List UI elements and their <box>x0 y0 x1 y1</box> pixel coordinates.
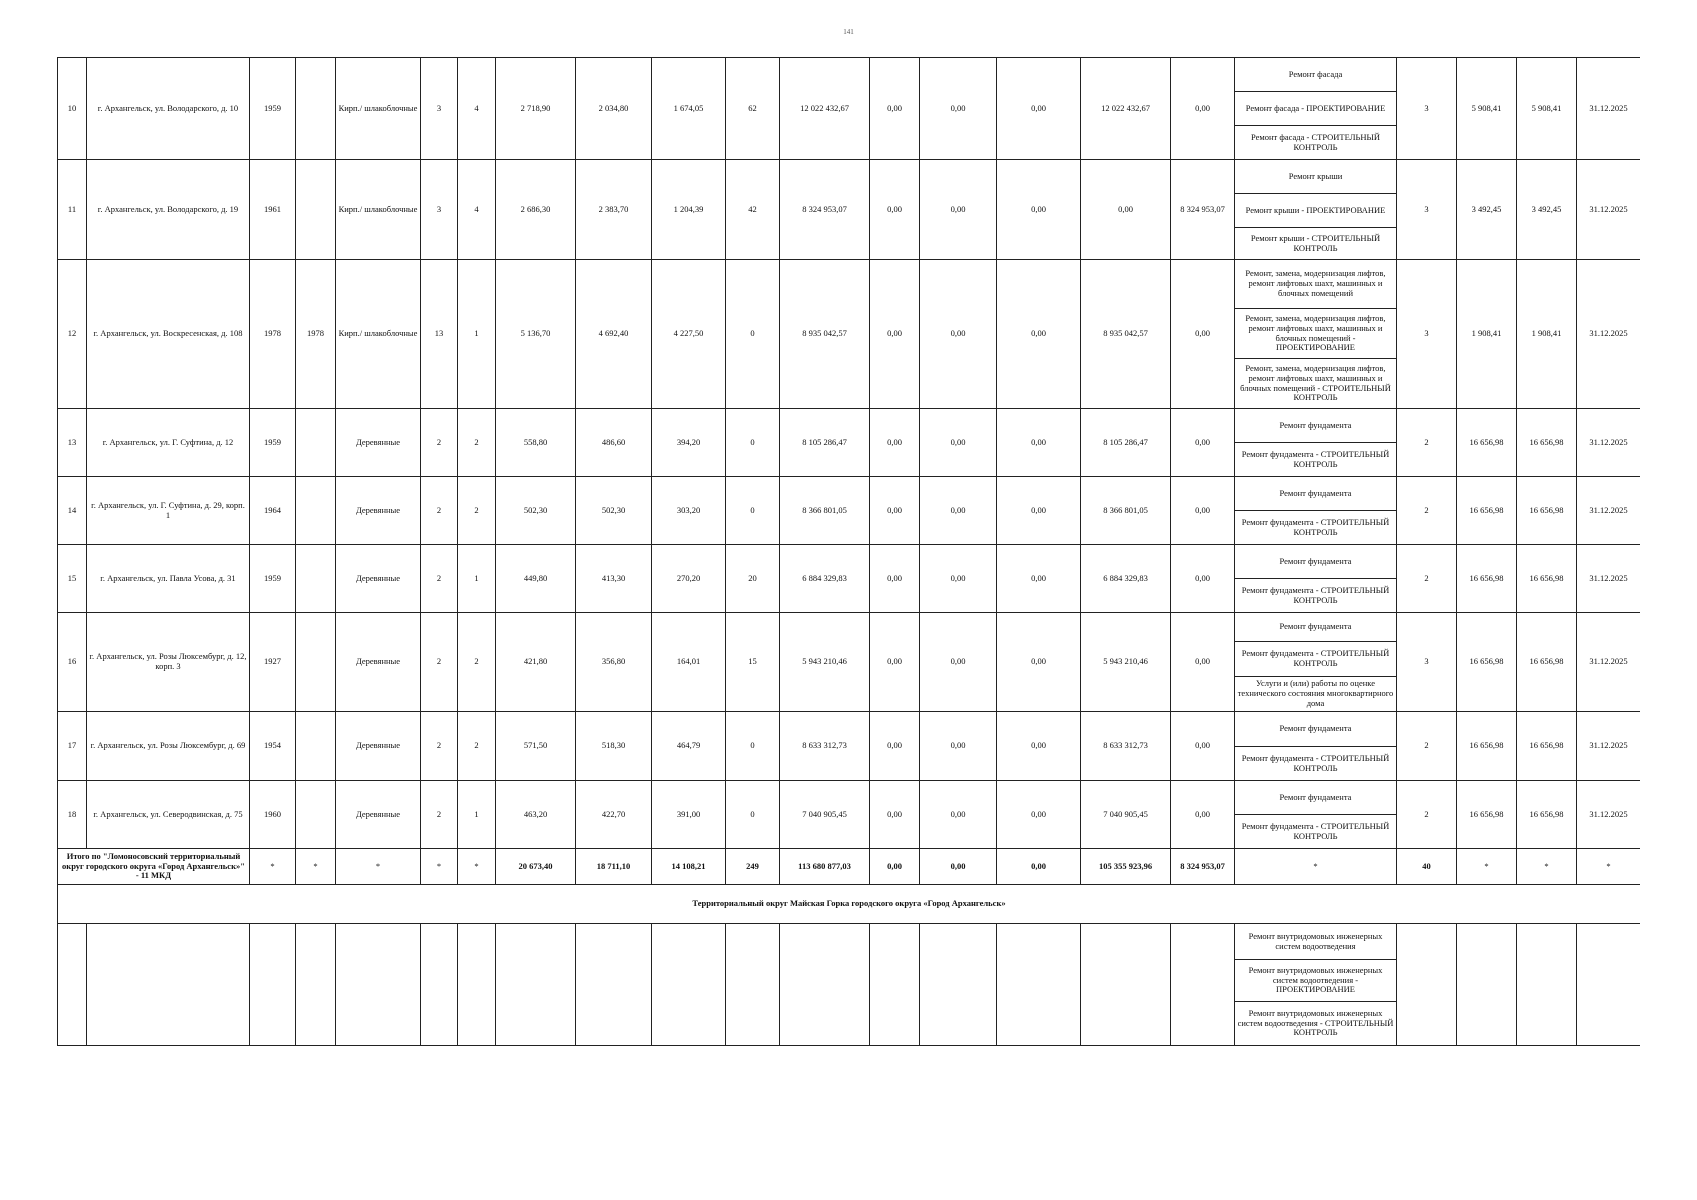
cell-residents: 0 <box>726 781 780 849</box>
cell-fund-regional: 0,00 <box>920 58 997 160</box>
cell-area-residential: 270,20 <box>652 545 726 613</box>
cell-fund-local: 0,00 <box>997 160 1081 260</box>
cell-residents: 0 <box>726 409 780 477</box>
cell-residents: 20 <box>726 545 780 613</box>
table-row <box>58 924 1641 960</box>
cell-area-residential: 164,01 <box>652 613 726 712</box>
row-number: 16 <box>58 613 87 712</box>
cell-year-overhaul <box>296 409 336 477</box>
cell-fund-regional: 0,00 <box>920 409 997 477</box>
cell-fund-regional: 0,00 <box>920 160 997 260</box>
cell-deadline: 31.12.2025 <box>1577 160 1641 260</box>
cell-work-count: 3 <box>1397 613 1457 712</box>
empty-cell <box>58 924 87 1046</box>
cell-unit-cost: 1 908,41 <box>1457 260 1517 409</box>
cell-cost-total: 5 943 210,46 <box>780 613 870 712</box>
table-row <box>58 781 1641 815</box>
cell-area-premises: 4 692,40 <box>576 260 652 409</box>
section-heading-row <box>58 885 1641 924</box>
work-type: Ремонт фундамента <box>1235 712 1397 747</box>
cell-area-premises: 2 383,70 <box>576 160 652 260</box>
empty-cell <box>1517 924 1577 1046</box>
work-type: Ремонт фундамента - СТРОИТЕЛЬНЫЙ КОНТРОЛЬ <box>1235 815 1397 849</box>
empty-cell <box>780 924 870 1046</box>
cell-deadline: 31.12.2025 <box>1577 781 1641 849</box>
cell-fund-other: 0,00 <box>1171 613 1235 712</box>
work-type: Ремонт крыши - ПРОЕКТИРОВАНИЕ <box>1235 194 1397 228</box>
cell-fund-local: 0,00 <box>997 613 1081 712</box>
cell-floors: 2 <box>421 477 458 545</box>
cell-max-unit-cost: 16 656,98 <box>1517 781 1577 849</box>
total-dash: * <box>1517 849 1577 885</box>
cell-year-built: 1961 <box>250 160 296 260</box>
cell-entrances: 1 <box>458 545 496 613</box>
cell-fund-federal: 0,00 <box>870 613 920 712</box>
work-type: Ремонт фасада - СТРОИТЕЛЬНЫЙ КОНТРОЛЬ <box>1235 126 1397 160</box>
row-number: 12 <box>58 260 87 409</box>
cell-max-unit-cost: 1 908,41 <box>1517 260 1577 409</box>
cell-year-built: 1927 <box>250 613 296 712</box>
cell-floors: 2 <box>421 545 458 613</box>
cell-walls: Кирп./ шлакоблочные <box>336 260 421 409</box>
total-dash: * <box>1577 849 1641 885</box>
cell-work-count: 3 <box>1397 160 1457 260</box>
row-number: 11 <box>58 160 87 260</box>
empty-cell <box>421 924 458 1046</box>
table-body <box>58 58 1641 1046</box>
total-dash: * <box>296 849 336 885</box>
total-label: Итого по "Ломоносовский территориальный округ городского округа «Город Архангельск»" - 11 МКД <box>58 849 250 885</box>
total-total-area: 20 673,40 <box>496 849 576 885</box>
cell-fund-owners: 8 105 286,47 <box>1081 409 1171 477</box>
cell-fund-regional: 0,00 <box>920 781 997 849</box>
total-fund-other: 8 324 953,07 <box>1171 849 1235 885</box>
cell-fund-regional: 0,00 <box>920 545 997 613</box>
cell-total-area: 558,80 <box>496 409 576 477</box>
cell-residents: 42 <box>726 160 780 260</box>
cell-total-area: 2 718,90 <box>496 58 576 160</box>
cell-unit-cost: 5 908,41 <box>1457 58 1517 160</box>
work-type: Ремонт фундамента <box>1235 781 1397 815</box>
cell-floors: 3 <box>421 58 458 160</box>
cell-fund-other: 0,00 <box>1171 409 1235 477</box>
row-number: 13 <box>58 409 87 477</box>
row-number: 10 <box>58 58 87 160</box>
cell-entrances: 2 <box>458 613 496 712</box>
cell-entrances: 4 <box>458 160 496 260</box>
cell-cost-total: 12 022 432,67 <box>780 58 870 160</box>
row-number: 17 <box>58 712 87 781</box>
empty-cell <box>652 924 726 1046</box>
empty-cell <box>296 924 336 1046</box>
cell-deadline: 31.12.2025 <box>1577 712 1641 781</box>
row-address: г. Архангельск, ул. Северодвинская, д. 75 <box>87 781 250 849</box>
work-type: Ремонт крыши <box>1235 160 1397 194</box>
empty-cell <box>250 924 296 1046</box>
capital-repair-table <box>57 57 1640 1046</box>
cell-entrances: 2 <box>458 409 496 477</box>
empty-cell <box>336 924 421 1046</box>
row-number: 15 <box>58 545 87 613</box>
cell-year-built: 1959 <box>250 409 296 477</box>
row-address: г. Архангельск, ул. Воскресенская, д. 108 <box>87 260 250 409</box>
cell-area-residential: 1 204,39 <box>652 160 726 260</box>
cell-deadline: 31.12.2025 <box>1577 477 1641 545</box>
cell-fund-federal: 0,00 <box>870 160 920 260</box>
cell-total-area: 502,30 <box>496 477 576 545</box>
cell-deadline: 31.12.2025 <box>1577 613 1641 712</box>
total-fund-local: 0,00 <box>997 849 1081 885</box>
cell-work-count: 3 <box>1397 58 1457 160</box>
work-type: Ремонт фундамента <box>1235 477 1397 511</box>
row-address: г. Архангельск, ул. Володарского, д. 19 <box>87 160 250 260</box>
cell-fund-federal: 0,00 <box>870 545 920 613</box>
cell-year-built: 1954 <box>250 712 296 781</box>
empty-cell <box>1457 924 1517 1046</box>
cell-fund-other: 0,00 <box>1171 545 1235 613</box>
cell-area-residential: 4 227,50 <box>652 260 726 409</box>
cell-residents: 0 <box>726 477 780 545</box>
cell-entrances: 1 <box>458 260 496 409</box>
cell-year-overhaul: 1978 <box>296 260 336 409</box>
empty-cell <box>1081 924 1171 1046</box>
work-type: Ремонт фасада - ПРОЕКТИРОВАНИЕ <box>1235 92 1397 126</box>
table-row <box>58 260 1641 309</box>
work-type: Ремонт, замена, модернизация лифтов, ремонт лифтовых шахт, машинных и блочных помещений - ПРОЕКТИРОВАНИЕ <box>1235 309 1397 359</box>
cell-max-unit-cost: 5 908,41 <box>1517 58 1577 160</box>
cell-area-residential: 464,79 <box>652 712 726 781</box>
cell-work-count: 2 <box>1397 781 1457 849</box>
work-type: Ремонт внутридомовых инженерных систем водоотведения - СТРОИТЕЛЬНЫЙ КОНТРОЛЬ <box>1235 1002 1397 1046</box>
cell-floors: 2 <box>421 781 458 849</box>
total-cost-total: 113 680 877,03 <box>780 849 870 885</box>
work-type: Ремонт внутридомовых инженерных систем водоотведения - ПРОЕКТИРОВАНИЕ <box>1235 960 1397 1002</box>
cell-work-count: 3 <box>1397 260 1457 409</box>
cell-entrances: 2 <box>458 712 496 781</box>
cell-year-built: 1960 <box>250 781 296 849</box>
row-number: 14 <box>58 477 87 545</box>
cell-unit-cost: 16 656,98 <box>1457 477 1517 545</box>
cell-work-count: 2 <box>1397 477 1457 545</box>
cell-walls: Кирп./ шлакоблочные <box>336 160 421 260</box>
total-area-residential: 14 108,21 <box>652 849 726 885</box>
cell-walls: Деревянные <box>336 613 421 712</box>
cell-area-premises: 413,30 <box>576 545 652 613</box>
cell-residents: 15 <box>726 613 780 712</box>
cell-unit-cost: 3 492,45 <box>1457 160 1517 260</box>
cell-fund-federal: 0,00 <box>870 712 920 781</box>
empty-cell <box>496 924 576 1046</box>
empty-cell <box>997 924 1081 1046</box>
total-dash: * <box>1235 849 1397 885</box>
empty-cell <box>726 924 780 1046</box>
cell-unit-cost: 16 656,98 <box>1457 781 1517 849</box>
table-row <box>58 58 1641 92</box>
total-fund-regional: 0,00 <box>920 849 997 885</box>
work-type: Услуги и (или) работы по оценке технического состояния многоквартирного дома <box>1235 677 1397 712</box>
total-dash: * <box>1457 849 1517 885</box>
cell-year-overhaul <box>296 160 336 260</box>
cell-floors: 3 <box>421 160 458 260</box>
cell-year-built: 1959 <box>250 58 296 160</box>
cell-fund-other: 0,00 <box>1171 781 1235 849</box>
cell-year-overhaul <box>296 58 336 160</box>
cell-residents: 0 <box>726 712 780 781</box>
cell-cost-total: 8 105 286,47 <box>780 409 870 477</box>
total-dash: * <box>421 849 458 885</box>
cell-fund-federal: 0,00 <box>870 477 920 545</box>
row-number: 18 <box>58 781 87 849</box>
cell-max-unit-cost: 16 656,98 <box>1517 477 1577 545</box>
cell-entrances: 1 <box>458 781 496 849</box>
cell-fund-federal: 0,00 <box>870 58 920 160</box>
cell-walls: Кирп./ шлакоблочные <box>336 58 421 160</box>
cell-fund-local: 0,00 <box>997 781 1081 849</box>
cell-fund-owners: 6 884 329,83 <box>1081 545 1171 613</box>
cell-total-area: 5 136,70 <box>496 260 576 409</box>
cell-unit-cost: 16 656,98 <box>1457 613 1517 712</box>
cell-total-area: 2 686,30 <box>496 160 576 260</box>
cell-area-premises: 422,70 <box>576 781 652 849</box>
cell-fund-other: 8 324 953,07 <box>1171 160 1235 260</box>
empty-cell <box>920 924 997 1046</box>
empty-cell <box>458 924 496 1046</box>
cell-floors: 13 <box>421 260 458 409</box>
cell-area-residential: 303,20 <box>652 477 726 545</box>
cell-fund-regional: 0,00 <box>920 613 997 712</box>
table-row <box>58 160 1641 194</box>
cell-fund-regional: 0,00 <box>920 712 997 781</box>
cell-work-count: 2 <box>1397 409 1457 477</box>
cell-fund-local: 0,00 <box>997 712 1081 781</box>
cell-area-residential: 391,00 <box>652 781 726 849</box>
table-row <box>58 613 1641 642</box>
cell-fund-regional: 0,00 <box>920 260 997 409</box>
total-fund-owners: 105 355 923,96 <box>1081 849 1171 885</box>
table-row <box>58 409 1641 443</box>
total-residents: 249 <box>726 849 780 885</box>
row-address: г. Архангельск, ул. Володарского, д. 10 <box>87 58 250 160</box>
total-area-premises: 18 711,10 <box>576 849 652 885</box>
cell-fund-other: 0,00 <box>1171 260 1235 409</box>
cell-cost-total: 6 884 329,83 <box>780 545 870 613</box>
empty-cell <box>576 924 652 1046</box>
cell-deadline: 31.12.2025 <box>1577 58 1641 160</box>
register-sheet <box>57 57 1640 1121</box>
cell-deadline: 31.12.2025 <box>1577 545 1641 613</box>
total-dash: * <box>458 849 496 885</box>
empty-cell <box>1171 924 1235 1046</box>
cell-area-residential: 1 674,05 <box>652 58 726 160</box>
cell-fund-regional: 0,00 <box>920 477 997 545</box>
cell-year-overhaul <box>296 781 336 849</box>
cell-deadline: 31.12.2025 <box>1577 409 1641 477</box>
table-row <box>58 545 1641 579</box>
cell-year-overhaul <box>296 712 336 781</box>
work-type: Ремонт фасада <box>1235 58 1397 92</box>
work-type: Ремонт внутридомовых инженерных систем водоотведения <box>1235 924 1397 960</box>
cell-area-residential: 394,20 <box>652 409 726 477</box>
cell-unit-cost: 16 656,98 <box>1457 409 1517 477</box>
cell-max-unit-cost: 16 656,98 <box>1517 545 1577 613</box>
cell-work-count: 2 <box>1397 712 1457 781</box>
cell-fund-other: 0,00 <box>1171 58 1235 160</box>
cell-cost-total: 7 040 905,45 <box>780 781 870 849</box>
row-address: г. Архангельск, ул. Павла Усова, д. 31 <box>87 545 250 613</box>
work-type: Ремонт фундамента <box>1235 545 1397 579</box>
cell-unit-cost: 16 656,98 <box>1457 712 1517 781</box>
cell-entrances: 4 <box>458 58 496 160</box>
row-address: г. Архангельск, ул. Г. Суфтина, д. 12 <box>87 409 250 477</box>
cell-fund-federal: 0,00 <box>870 260 920 409</box>
cell-total-area: 421,80 <box>496 613 576 712</box>
cell-fund-owners: 0,00 <box>1081 160 1171 260</box>
cell-total-area: 463,20 <box>496 781 576 849</box>
work-type: Ремонт фундамента - СТРОИТЕЛЬНЫЙ КОНТРОЛЬ <box>1235 747 1397 781</box>
work-type: Ремонт крыши - СТРОИТЕЛЬНЫЙ КОНТРОЛЬ <box>1235 228 1397 260</box>
cell-walls: Деревянные <box>336 477 421 545</box>
cell-max-unit-cost: 16 656,98 <box>1517 712 1577 781</box>
table-row <box>58 477 1641 511</box>
row-address: г. Архангельск, ул. Розы Люксембург, д. 69 <box>87 712 250 781</box>
cell-fund-owners: 7 040 905,45 <box>1081 781 1171 849</box>
work-type: Ремонт фундамента - СТРОИТЕЛЬНЫЙ КОНТРОЛЬ <box>1235 642 1397 677</box>
total-fund-federal: 0,00 <box>870 849 920 885</box>
cell-entrances: 2 <box>458 477 496 545</box>
cell-floors: 2 <box>421 712 458 781</box>
cell-year-built: 1959 <box>250 545 296 613</box>
cell-fund-local: 0,00 <box>997 409 1081 477</box>
cell-fund-federal: 0,00 <box>870 409 920 477</box>
cell-fund-owners: 5 943 210,46 <box>1081 613 1171 712</box>
row-address: г. Архангельск, ул. Розы Люксембург, д. 12, корп. 3 <box>87 613 250 712</box>
cell-total-area: 449,80 <box>496 545 576 613</box>
cell-cost-total: 8 935 042,57 <box>780 260 870 409</box>
cell-walls: Деревянные <box>336 545 421 613</box>
work-type: Ремонт, замена, модернизация лифтов, ремонт лифтовых шахт, машинных и блочных помещений <box>1235 260 1397 309</box>
empty-cell <box>1577 924 1641 1046</box>
table-row <box>58 712 1641 747</box>
cell-residents: 0 <box>726 260 780 409</box>
cell-fund-owners: 12 022 432,67 <box>1081 58 1171 160</box>
cell-floors: 2 <box>421 409 458 477</box>
work-type: Ремонт фундамента - СТРОИТЕЛЬНЫЙ КОНТРОЛЬ <box>1235 511 1397 545</box>
total-row <box>58 849 1641 885</box>
cell-fund-local: 0,00 <box>997 58 1081 160</box>
cell-fund-owners: 8 366 801,05 <box>1081 477 1171 545</box>
work-type: Ремонт фундамента <box>1235 613 1397 642</box>
total-dash: * <box>336 849 421 885</box>
cell-fund-local: 0,00 <box>997 477 1081 545</box>
cell-area-premises: 2 034,80 <box>576 58 652 160</box>
page-number: 141 <box>843 28 854 36</box>
cell-fund-owners: 8 935 042,57 <box>1081 260 1171 409</box>
cell-walls: Деревянные <box>336 712 421 781</box>
work-type: Ремонт фундамента <box>1235 409 1397 443</box>
cell-deadline: 31.12.2025 <box>1577 260 1641 409</box>
work-type: Ремонт, замена, модернизация лифтов, ремонт лифтовых шахт, машинных и блочных помещений - СТРОИТЕЛЬНЫЙ КОНТРОЛЬ <box>1235 359 1397 409</box>
cell-fund-other: 0,00 <box>1171 477 1235 545</box>
empty-cell <box>87 924 250 1046</box>
cell-fund-owners: 8 633 312,73 <box>1081 712 1171 781</box>
cell-walls: Деревянные <box>336 781 421 849</box>
total-work-count: 40 <box>1397 849 1457 885</box>
cell-cost-total: 8 324 953,07 <box>780 160 870 260</box>
empty-cell <box>870 924 920 1046</box>
cell-area-premises: 486,60 <box>576 409 652 477</box>
cell-year-overhaul <box>296 477 336 545</box>
cell-fund-federal: 0,00 <box>870 781 920 849</box>
cell-max-unit-cost: 16 656,98 <box>1517 613 1577 712</box>
total-dash: * <box>250 849 296 885</box>
cell-year-built: 1978 <box>250 260 296 409</box>
work-type: Ремонт фундамента - СТРОИТЕЛЬНЫЙ КОНТРОЛЬ <box>1235 579 1397 613</box>
cell-max-unit-cost: 3 492,45 <box>1517 160 1577 260</box>
cell-cost-total: 8 633 312,73 <box>780 712 870 781</box>
cell-cost-total: 8 366 801,05 <box>780 477 870 545</box>
section-title: Территориальный округ Майская Горка городского округа «Город Архангельск» <box>58 885 1641 924</box>
cell-fund-local: 0,00 <box>997 260 1081 409</box>
cell-fund-other: 0,00 <box>1171 712 1235 781</box>
cell-year-built: 1964 <box>250 477 296 545</box>
cell-floors: 2 <box>421 613 458 712</box>
cell-year-overhaul <box>296 613 336 712</box>
work-type: Ремонт фундамента - СТРОИТЕЛЬНЫЙ КОНТРОЛЬ <box>1235 443 1397 477</box>
empty-cell <box>1397 924 1457 1046</box>
cell-total-area: 571,50 <box>496 712 576 781</box>
cell-work-count: 2 <box>1397 545 1457 613</box>
cell-area-premises: 502,30 <box>576 477 652 545</box>
cell-year-overhaul <box>296 545 336 613</box>
cell-max-unit-cost: 16 656,98 <box>1517 409 1577 477</box>
cell-residents: 62 <box>726 58 780 160</box>
row-address: г. Архангельск, ул. Г. Суфтина, д. 29, корп. 1 <box>87 477 250 545</box>
cell-unit-cost: 16 656,98 <box>1457 545 1517 613</box>
cell-area-premises: 356,80 <box>576 613 652 712</box>
cell-area-premises: 518,30 <box>576 712 652 781</box>
cell-fund-local: 0,00 <box>997 545 1081 613</box>
cell-walls: Деревянные <box>336 409 421 477</box>
